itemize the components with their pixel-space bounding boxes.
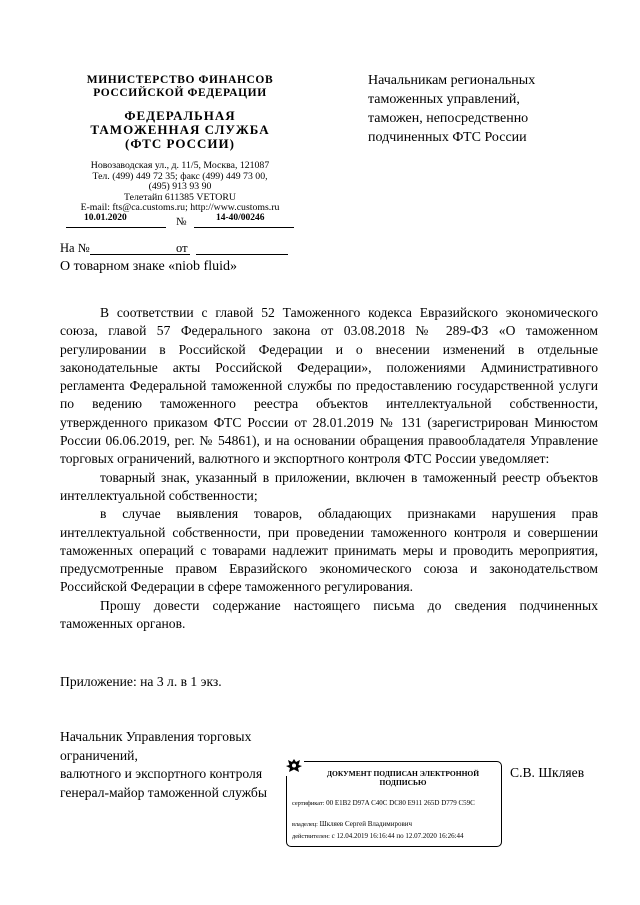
stamp-certificate: сертификат: 00 E1B2 D97A C40C DC80 E911 265D D779 C59C (292, 799, 475, 807)
registration-number: 14-40/00246 (216, 213, 265, 223)
stamp-owner: владелец: Шкляев Сергей Владимирович (292, 820, 413, 828)
body-paragraph: В соответствии с главой 52 Таможенного кодекса Евразийского экономического союза, главой 57 Федерального закона от 03.08.2018 № 289-ФЗ «О таможенном регулировании в Российской Федерации и о внесении изменений в отдельные законодательные акты Российской Федерации», положениями Административного регламента Федеральной таможенной службы по предоставлению государственной услуги по ведению таможенного реестра объектов интеллектуальной собственности, утвержденного приказом ФТС России от 28.01.2019 № 131 (зарегистрирован Минюстом России 06.06.2019, рег. № 54861), и на основании обращения правообладателя Управление торговых ограничений, валютного и экспортного контроля ФТС России уведомляет: (60, 305, 598, 467)
signer-position: Начальник Управления торговых ограничений, валютного и экспортного контроля генерал-майор таможенной службы (60, 729, 267, 800)
sender-phone: Тел. (499) 449 72 35; факс (499) 449 73 00, (92, 170, 268, 182)
appendix-note: Приложение: на 3 л. в 1 экз. (60, 674, 222, 689)
registration-date-line (66, 227, 166, 228)
signer-name: С.В. Шкляев (510, 765, 585, 780)
registration-date: 10.01.2020 (84, 213, 127, 223)
sender-block (60, 74, 300, 214)
letter-body (60, 304, 598, 633)
reference-row (60, 241, 300, 259)
body-paragraph: в случае выявления товаров, обладающих признаками нарушения прав интеллектуальной собственности, при проведении таможенного контроля и совершении таможенных операций с товарами надлежит принимать меры и проводить мероприятия, предусмотренные правом Евразийского экономического союза и законодательством Российской Федерации в сфере таможенного регулирования. (60, 506, 598, 595)
registration-row (66, 213, 296, 229)
sender-phone-2: (495) 913 93 90 (148, 181, 212, 192)
sender-telex: Телетайп 611385 VETORU (124, 191, 236, 203)
registration-number-line (194, 227, 294, 228)
eagle-emblem-icon (284, 756, 304, 776)
body-paragraph: товарный знак, указанный в приложении, включен в таможенный реестр объектов интеллектуальной собственности; (60, 469, 598, 503)
letter-subject: О товарном знаке «niob fluid» (60, 259, 238, 274)
reference-number-line (90, 254, 190, 255)
sender-address: Новозаводская ул., д. 11/5, Москва, 121087 (90, 160, 270, 171)
sender-email: E-mail: fts@ca.customs.ru; http://www.customs.ru (80, 202, 280, 213)
reference-date-label: от (176, 241, 188, 255)
body-paragraph: Прошу довести содержание настоящего письма до сведения подчиненных таможенных органов. (60, 597, 598, 632)
sender-contacts (60, 161, 300, 214)
addressee-block: Начальникам региональных таможенных управлений, таможен, непосредственно подчиненных ФТС России (368, 73, 536, 145)
electronic-signature-stamp (286, 761, 502, 847)
stamp-title: ДОКУМЕНТ ПОДПИСАН ЭЛЕКТРОННОЙ ПОДПИСЬЮ (326, 769, 480, 787)
reference-date-line (196, 254, 288, 255)
ministry-name: МИНИСТЕРСТВО ФИНАНСОВ РОССИЙСКОЙ ФЕДЕРАЦИИ (86, 74, 274, 99)
agency-name: ФЕДЕРАЛЬНАЯ ТАМОЖЕННАЯ СЛУЖБА (ФТС РОССИИ) (90, 108, 270, 151)
reference-number-label: На № (60, 241, 90, 255)
registration-number-sign: № (176, 216, 187, 228)
stamp-validity: действителен: с 12.04.2019 16:16:44 по 12.07.2020 16:26:44 (292, 832, 464, 840)
